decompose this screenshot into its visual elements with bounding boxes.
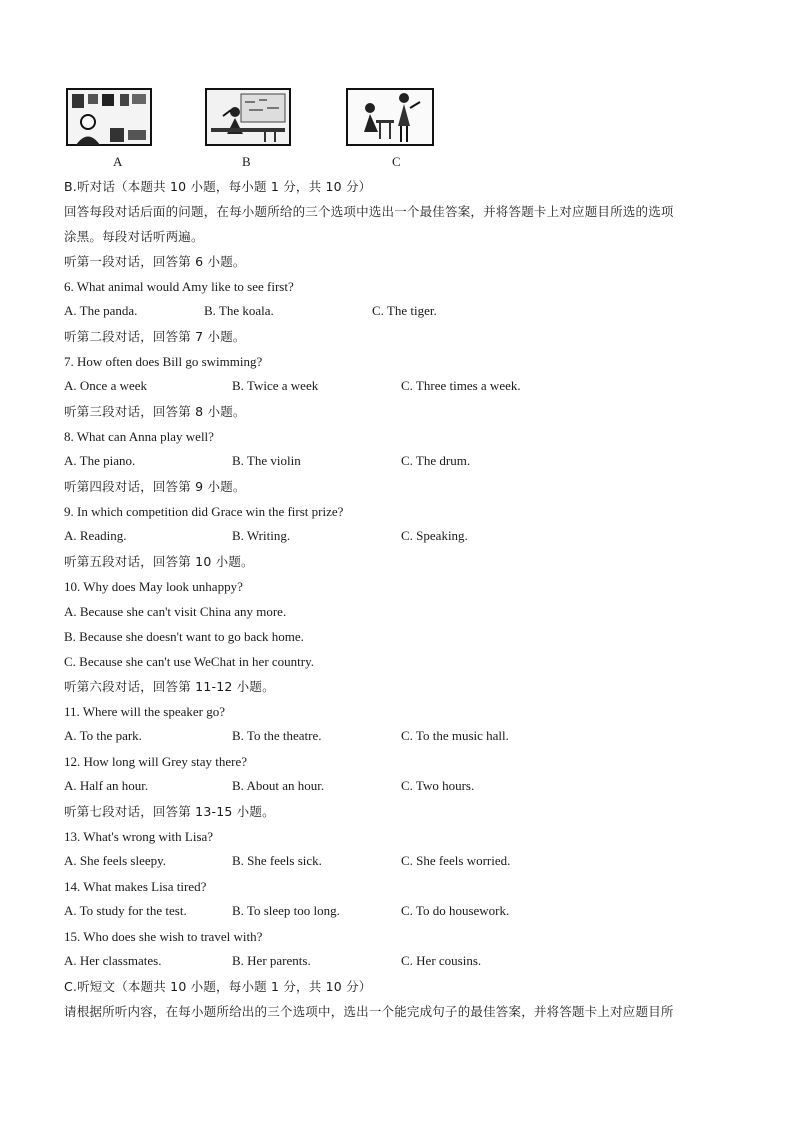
picture-label-c: C	[392, 154, 401, 169]
question-11: 11. Where will the speaker go?	[64, 704, 225, 719]
q14-option-c: C. To do housework.	[401, 903, 510, 918]
question-12: 12. How long will Grey stay there?	[64, 754, 248, 769]
q15-option-c: C. Her cousins.	[401, 953, 482, 968]
question-6: 6. What animal would Amy like to see first?	[64, 279, 294, 294]
picture-c	[346, 88, 434, 146]
q13-option-a: A. She feels sleepy.	[64, 853, 167, 868]
question-8: 8. What can Anna play well?	[64, 429, 214, 444]
dialog-6-header: 听第六段对话，回答第 11-12 小题。	[64, 679, 275, 694]
question-7: 7. How often does Bill go swimming?	[64, 354, 263, 369]
picture-label-a: A	[113, 154, 123, 169]
picture-a	[66, 88, 152, 146]
dialog-4-header: 听第四段对话，回答第 9 小题。	[64, 479, 246, 494]
q13-option-c: C. She feels worried.	[401, 853, 511, 868]
q12-option-b: B. About an hour.	[232, 778, 325, 793]
question-13: 13. What's wrong with Lisa?	[64, 829, 214, 844]
section-c-instruction-line1: 请根据所听内容，在每小题所给出的三个选项中，选出一个能完成句子的最佳答案，并将答题卡上对应题目所	[64, 1004, 674, 1019]
section-b-heading: B.听对话（本题共 10 小题，每小题 1 分，共 10 分）	[64, 179, 372, 194]
q9-option-a: A. Reading.	[64, 528, 127, 543]
q9-option-c: C. Speaking.	[401, 528, 468, 543]
q14-option-a: A. To study for the test.	[64, 903, 187, 918]
q11-option-a: A. To the park.	[64, 728, 142, 743]
question-10: 10. Why does May look unhappy?	[64, 579, 243, 594]
q14-option-b: B. To sleep too long.	[232, 903, 340, 918]
question-15: 15. Who does she wish to travel with?	[64, 929, 263, 944]
section-b-instruction-line1: 回答每段对话后面的问题，在每小题所给的三个选项中选出一个最佳答案，并将答题卡上对应题目所选的选项	[64, 204, 674, 219]
section-c-heading: C.听短文（本题共 10 小题，每小题 1 分，共 10 分）	[64, 979, 372, 994]
q6-option-b: B. The koala.	[204, 303, 274, 318]
q8-option-a: A. The piano.	[64, 453, 136, 468]
question-9: 9. In which competition did Grace win the first prize?	[64, 504, 344, 519]
section-b-instruction-line2: 涂黑。每段对话听两遍。	[64, 229, 204, 244]
q7-option-a: A. Once a week	[64, 378, 148, 393]
picture-label-b: B	[242, 154, 251, 169]
dialog-3-header: 听第三段对话，回答第 8 小题。	[64, 404, 246, 419]
q15-option-a: A. Her classmates.	[64, 953, 162, 968]
q8-option-b: B. The violin	[232, 453, 301, 468]
q13-option-b: B. She feels sick.	[232, 853, 322, 868]
q9-option-b: B. Writing.	[232, 528, 291, 543]
q6-option-a: A. The panda.	[64, 303, 138, 318]
q12-option-a: A. Half an hour.	[64, 778, 149, 793]
picture-b	[205, 88, 291, 146]
picture-options	[0, 88, 794, 178]
q11-option-c: C. To the music hall.	[401, 728, 509, 743]
q7-option-c: C. Three times a week.	[401, 378, 521, 393]
dialog-2-header: 听第二段对话，回答第 7 小题。	[64, 329, 246, 344]
q11-option-b: B. To the theatre.	[232, 728, 322, 743]
q10-option-a: A. Because she can't visit China any more.	[64, 604, 287, 619]
q7-option-b: B. Twice a week	[232, 378, 319, 393]
q8-option-c: C. The drum.	[401, 453, 471, 468]
question-14: 14. What makes Lisa tired?	[64, 879, 207, 894]
q10-option-c: C. Because she can't use WeChat in her country.	[64, 654, 315, 669]
q6-option-c: C. The tiger.	[372, 303, 437, 318]
q12-option-c: C. Two hours.	[401, 778, 475, 793]
q10-option-b: B. Because she doesn't want to go back home.	[64, 629, 304, 644]
dialog-1-header: 听第一段对话，回答第 6 小题。	[64, 254, 246, 269]
q15-option-b: B. Her parents.	[232, 953, 311, 968]
dialog-7-header: 听第七段对话，回答第 13-15 小题。	[64, 804, 275, 819]
dialog-5-header: 听第五段对话，回答第 10 小题。	[64, 554, 254, 569]
